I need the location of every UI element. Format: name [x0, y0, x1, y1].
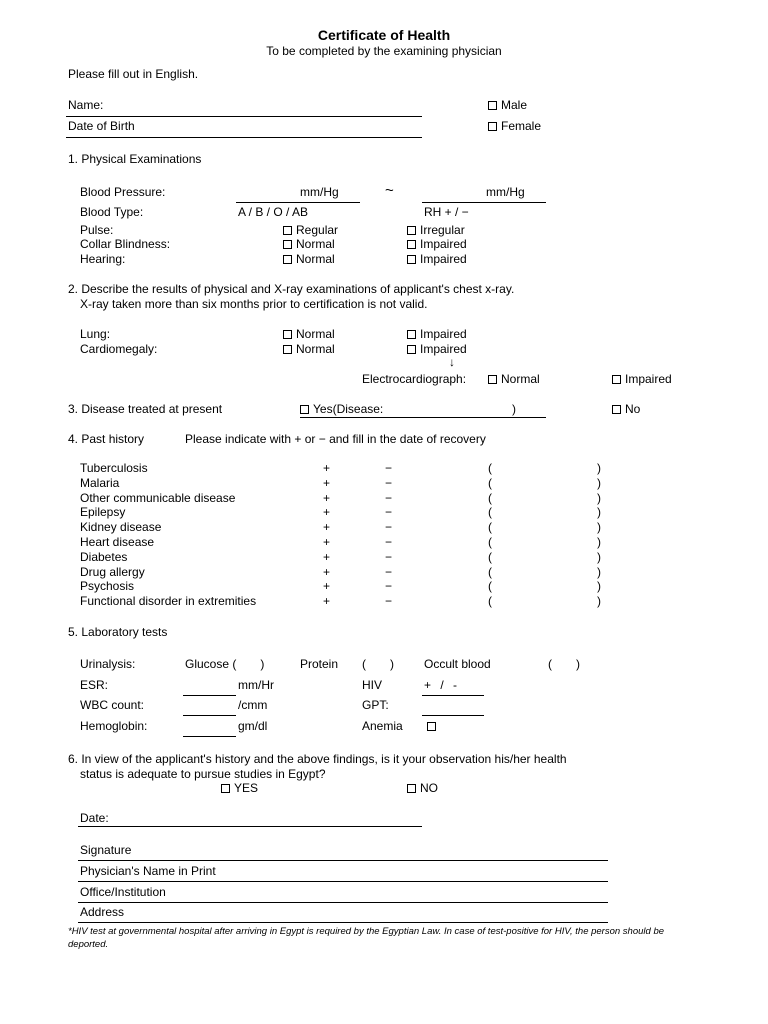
history-plus-option[interactable]: +: [323, 491, 331, 505]
pulse-irregular-checkbox[interactable]: [407, 226, 416, 235]
disease-yes-option[interactable]: [300, 402, 383, 417]
physician-name-label: Physician's Name in Print: [80, 864, 216, 878]
ecg-impaired-label: Impaired: [625, 372, 672, 386]
history-item-label: Functional disorder in extremities: [80, 594, 257, 608]
esr-label: ESR:: [80, 678, 109, 692]
lung-impaired-checkbox[interactable]: [407, 330, 416, 339]
wbc-field-line[interactable]: [183, 715, 236, 716]
section-6-question: status is adequate to pursue studies in Egypt?: [80, 767, 326, 781]
pulse-regular-checkbox[interactable]: [283, 226, 292, 235]
history-minus-option[interactable]: −: [385, 461, 393, 475]
bp-unit-2: mm/Hg: [486, 185, 525, 199]
observation-no-checkbox[interactable]: [407, 784, 416, 793]
color-blindness-label: Collar Blindness:: [80, 237, 171, 251]
lung-label: Lung:: [80, 327, 111, 341]
anemia-label: Anemia: [362, 719, 403, 733]
lung-impaired-option[interactable]: [407, 327, 467, 342]
observation-yes-option[interactable]: [221, 781, 258, 796]
name-label: Name:: [68, 98, 104, 112]
history-plus-option[interactable]: +: [323, 550, 331, 564]
history-minus-option[interactable]: −: [385, 594, 393, 608]
pulse-regular-option[interactable]: [283, 223, 338, 238]
wbc-label: WBC count:: [80, 698, 145, 712]
address-label: Address: [80, 905, 125, 919]
date-field-line[interactable]: [78, 826, 422, 827]
address-field-line[interactable]: [78, 922, 608, 923]
hearing-impaired-checkbox[interactable]: [407, 255, 416, 264]
color-normal-option[interactable]: [283, 237, 335, 252]
anemia-checkbox[interactable]: [427, 722, 436, 731]
protein-label: Protein: [300, 657, 339, 671]
history-date-open-paren: (: [488, 461, 492, 475]
history-date-close-paren: ): [597, 550, 601, 564]
male-option[interactable]: [488, 98, 527, 113]
history-item-label: Heart disease: [80, 535, 155, 549]
hemoglobin-label: Hemoglobin:: [80, 719, 148, 733]
bp-unit-1: mm/Hg: [300, 185, 339, 199]
hearing-normal-label: Normal: [296, 252, 335, 266]
observation-no-label: NO: [420, 781, 438, 795]
cardiomegaly-label: Cardiomegaly:: [80, 342, 158, 356]
lung-normal-label: Normal: [296, 327, 335, 341]
section-4-heading: 4. Past history: [68, 432, 145, 446]
history-date-open-paren: (: [488, 476, 492, 490]
wbc-unit: /cmm: [238, 698, 268, 712]
history-plus-option[interactable]: +: [323, 505, 331, 519]
lung-normal-checkbox[interactable]: [283, 330, 292, 339]
history-minus-option[interactable]: −: [385, 491, 393, 505]
history-item-label: Drug allergy: [80, 565, 145, 579]
color-impaired-option[interactable]: [407, 237, 467, 252]
male-label: Male: [501, 98, 528, 112]
cardio-normal-option[interactable]: [283, 342, 335, 357]
history-date-open-paren: (: [488, 535, 492, 549]
ecg-normal-label: Normal: [501, 372, 540, 386]
pulse-label: Pulse:: [80, 223, 114, 237]
pulse-irregular-label: Irregular: [420, 223, 465, 237]
dob-field-line[interactable]: [66, 137, 422, 138]
esr-unit: mm/Hr: [238, 678, 274, 692]
history-date-close-paren: ): [597, 579, 601, 593]
section-1-heading: 1. Physical Examinations: [68, 152, 202, 166]
page-subtitle: To be completed by the examining physician: [266, 44, 502, 58]
physician-name-field-line[interactable]: [78, 881, 608, 882]
disease-yes-label: Yes(Disease:: [313, 402, 384, 416]
hearing-label: Hearing:: [80, 252, 126, 266]
pulse-irregular-option[interactable]: [407, 223, 465, 238]
history-date-open-paren: (: [488, 520, 492, 534]
history-item-label: Other communicable disease: [80, 491, 236, 505]
bp-systolic-line[interactable]: [236, 202, 360, 203]
gpt-field-line[interactable]: [422, 715, 484, 716]
section-5-heading: 5. Laboratory tests: [68, 625, 168, 639]
history-item-label: Psychosis: [80, 579, 135, 593]
cardio-impaired-checkbox[interactable]: [407, 345, 416, 354]
female-checkbox[interactable]: [488, 122, 497, 131]
rh-options: RH + / −: [424, 205, 469, 219]
history-item-label: Epilepsy: [80, 505, 126, 519]
ecg-label: Electrocardiograph:: [362, 372, 467, 386]
color-impaired-label: Impaired: [420, 237, 467, 251]
protein-field[interactable]: ( ): [362, 657, 394, 671]
history-item-label: Tuberculosis: [80, 461, 148, 475]
signature-field-line[interactable]: [78, 860, 608, 861]
history-minus-option[interactable]: −: [385, 520, 393, 534]
page-title: Certificate of Health: [317, 27, 451, 43]
occult-blood-label: Occult blood: [424, 657, 491, 671]
ecg-normal-checkbox[interactable]: [488, 375, 497, 384]
pulse-regular-label: Regular: [296, 223, 339, 237]
history-date-close-paren: ): [597, 594, 601, 608]
history-minus-option[interactable]: −: [385, 565, 393, 579]
history-date-open-paren: (: [488, 565, 492, 579]
hiv-field[interactable]: + / -: [424, 678, 458, 692]
disease-yes-checkbox[interactable]: [300, 405, 309, 414]
disease-no-checkbox[interactable]: [612, 405, 621, 414]
history-date-open-paren: (: [488, 491, 492, 505]
bp-diastolic-line[interactable]: [422, 202, 546, 203]
observation-yes-label: YES: [234, 781, 259, 795]
female-label: Female: [501, 119, 542, 133]
history-date-close-paren: ): [597, 520, 601, 534]
esr-field-line[interactable]: [183, 695, 236, 696]
history-minus-option[interactable]: −: [385, 476, 393, 490]
date-label: Date:: [80, 811, 109, 825]
history-minus-option[interactable]: −: [385, 535, 393, 549]
disease-no-option[interactable]: [612, 402, 640, 417]
history-date-close-paren: ): [597, 491, 601, 505]
blood-type-label: Blood Type:: [80, 205, 144, 219]
history-date-open-paren: (: [488, 505, 492, 519]
history-minus-option[interactable]: −: [385, 550, 393, 564]
office-field-line[interactable]: [78, 902, 608, 903]
cardio-impaired-label: Impaired: [420, 342, 467, 356]
hemoglobin-field-line[interactable]: [183, 736, 236, 737]
history-date-close-paren: ): [597, 461, 601, 475]
gpt-label: GPT:: [362, 698, 389, 712]
ecg-normal-option[interactable]: [488, 372, 540, 387]
hearing-normal-option[interactable]: [283, 252, 335, 267]
bp-label: Blood Pressure:: [80, 185, 166, 199]
bp-separator: ~: [385, 182, 394, 199]
urinalysis-label: Urinalysis:: [80, 657, 136, 671]
signature-label: Signature: [80, 843, 132, 857]
disease-no-label: No: [625, 402, 641, 416]
section-3-heading: 3. Disease treated at present: [68, 402, 223, 416]
history-item-label: Malaria: [80, 476, 120, 490]
history-date-open-paren: (: [488, 550, 492, 564]
hiv-label: HIV: [362, 678, 383, 692]
history-date-close-paren: ): [597, 476, 601, 490]
office-label: Office/Institution: [80, 885, 166, 899]
history-plus-option[interactable]: +: [323, 565, 331, 579]
history-date-close-paren: ): [597, 535, 601, 549]
history-plus-option[interactable]: +: [323, 520, 331, 534]
hiv-field-line[interactable]: [422, 695, 484, 696]
cardio-normal-label: Normal: [296, 342, 335, 356]
occult-blood-field[interactable]: ( ): [548, 657, 580, 671]
history-item-label: Kidney disease: [80, 520, 162, 534]
section-2-heading: 2. Describe the results of physical and X-ray examinations of applicant's chest x-ray.: [68, 282, 515, 296]
female-option[interactable]: [488, 119, 541, 134]
hearing-impaired-label: Impaired: [420, 252, 467, 266]
color-impaired-checkbox[interactable]: [407, 240, 416, 249]
ecg-impaired-checkbox[interactable]: [612, 375, 621, 384]
male-checkbox[interactable]: [488, 101, 497, 110]
lung-impaired-label: Impaired: [420, 327, 467, 341]
glucose-field[interactable]: Glucose ( ): [185, 657, 265, 671]
history-minus-option[interactable]: −: [385, 579, 393, 593]
dob-label: Date of Birth: [68, 119, 135, 133]
hemoglobin-unit: gm/dl: [238, 719, 268, 733]
blood-type-options: A / B / O / AB: [238, 205, 309, 219]
section-2-note: X-ray taken more than six months prior to certification is not valid.: [80, 297, 428, 311]
color-normal-label: Normal: [296, 237, 335, 251]
instruction-text: Please fill out in English.: [68, 67, 199, 81]
history-plus-option[interactable]: +: [323, 461, 331, 475]
section-6-heading: 6. In view of the applicant's history and the above findings, is it your observation his/her health: [68, 752, 567, 766]
disease-field-line[interactable]: [300, 417, 546, 418]
name-field-line[interactable]: [66, 116, 422, 117]
lung-normal-option[interactable]: [283, 327, 335, 342]
history-instruction: Please indicate with + or − and fill in the date of recovery: [185, 432, 486, 446]
ecg-impaired-option[interactable]: [612, 372, 672, 387]
history-date-close-paren: ): [597, 565, 601, 579]
hearing-normal-checkbox[interactable]: [283, 255, 292, 264]
hearing-impaired-option[interactable]: [407, 252, 467, 267]
history-date-close-paren: ): [597, 505, 601, 519]
history-plus-option[interactable]: +: [323, 594, 331, 608]
observation-no-option[interactable]: [407, 781, 438, 796]
footnote: *HIV test at governmental hospital after arriving in Egypt is required by the Egyptian Law. In case of test-positive for HIV, the person should be deported.: [68, 926, 665, 950]
down-arrow-icon: ↓: [449, 355, 455, 369]
history-plus-option[interactable]: +: [323, 579, 331, 593]
observation-yes-checkbox[interactable]: [221, 784, 230, 793]
history-date-open-paren: (: [488, 579, 492, 593]
disease-close-paren: ): [512, 402, 516, 416]
cardio-normal-checkbox[interactable]: [283, 345, 292, 354]
history-plus-option[interactable]: +: [323, 535, 331, 549]
color-normal-checkbox[interactable]: [283, 240, 292, 249]
history-date-open-paren: (: [488, 594, 492, 608]
history-minus-option[interactable]: −: [385, 505, 393, 519]
history-plus-option[interactable]: +: [323, 476, 331, 490]
history-item-label: Diabetes: [80, 550, 128, 564]
cardio-impaired-option[interactable]: [407, 342, 467, 357]
